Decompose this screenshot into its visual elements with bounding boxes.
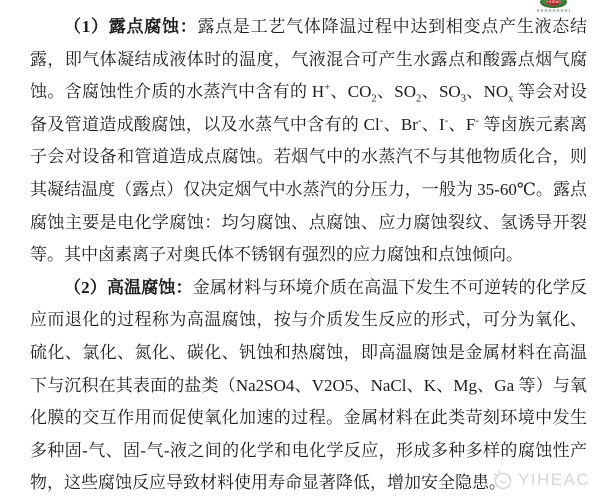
company-logo-text: YIHEAC [546, 0, 561, 4]
paragraph [30, 272, 587, 496]
paragraph [30, 11, 587, 272]
paragraph-heading: （2）高温腐蚀： [64, 277, 193, 297]
paragraph-text: x [508, 93, 514, 105]
paragraph-text: 3 [460, 93, 466, 105]
watermark-text: YIHEAC [518, 469, 591, 489]
paragraph-text: 、F [448, 114, 476, 134]
document-body [30, 11, 587, 496]
paragraph-heading: （1）露点腐蚀： [64, 17, 198, 36]
paragraph-text: + [324, 82, 331, 94]
paragraph-text: 、SO [376, 82, 417, 102]
paragraph-text: 等会对设备及管道造成酸腐蚀，以及水蒸气中含有的 Cl [30, 82, 588, 134]
watermark-circle-icon [492, 469, 513, 490]
paragraph-text: - [417, 115, 422, 127]
paragraph-text: - [379, 115, 384, 127]
paragraph-text: 金属材料与环境介质在高温下发生不可逆转的化学反应而退化的过程称为高温腐蚀，按与介质发生反应的形式，可分为氧化、硫化、氯化、氮化、碳化、钒蚀和热腐蚀，即高温腐蚀是金属材料在高温下与沉积在其表面的盐类（Na2SO4、V2O5、NaCl、K、Mg、Ga 等）与氧化膜的交互作用而促使氧化加速的过程。金属材料在此类苛刻环境中发生多种固-气、固-气-液之间的化学和电化学反应，形成多种多样的腐蚀性产物，这些腐蚀反应导致材料使用寿命显著降低，增加安全隐患。 [30, 277, 588, 493]
paragraph-text: 等卤族元素离子会对设备和管道造成点腐蚀。若烟气中的水蒸汽不与其他物质化合，则其凝结温度（露点）仅决定烟气中水蒸汽的分压力，一般为 35-60℃。露点腐蚀主要是电化学腐蚀：均匀腐蚀、点腐蚀、应力腐蚀裂纹、氢诱导开裂等。其中卤素离子对奥氏体不锈钢有强烈的应力腐蚀和点蚀倾向。 [30, 114, 588, 265]
company-logo-leaf-icon [540, 0, 567, 8]
paragraph-text: - [475, 115, 479, 127]
paragraph-text: 、CO [330, 82, 372, 102]
paragraph-text: 、NO [465, 82, 509, 102]
paragraph-text: 2 [416, 93, 422, 105]
paragraph-text: 、SO [421, 82, 461, 102]
paragraph-text: 、I [421, 114, 445, 134]
paragraph-text: 露点是工艺气体降温过程中达到相变点产生液态结露，即气体凝结成液体时的温度，气液混合可产生水露点和酸露点烟气腐蚀。含腐蚀性介质的水蒸汽中含有的 H [30, 17, 588, 102]
paragraph-text: - [444, 115, 449, 127]
paragraph-text: 、Br [383, 114, 418, 134]
watermark [492, 469, 590, 490]
paragraph-text: 2 [371, 93, 377, 105]
company-logo [540, 0, 574, 12]
